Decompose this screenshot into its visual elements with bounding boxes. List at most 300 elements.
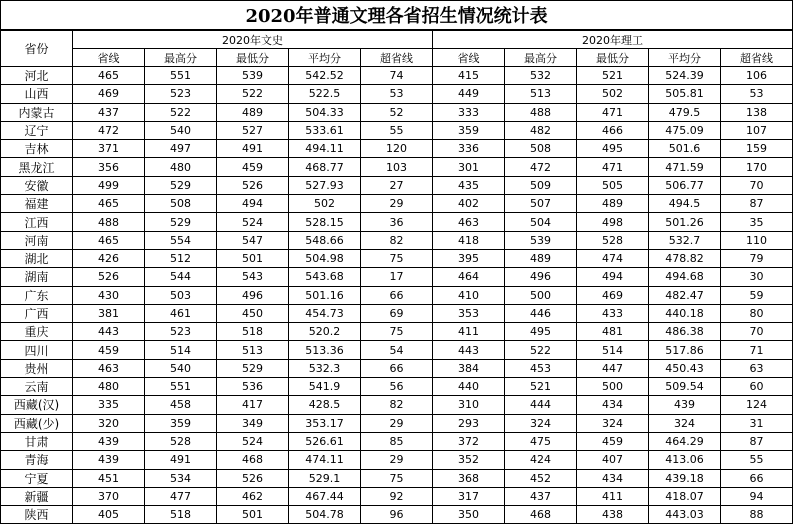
table-row: [1, 103, 793, 121]
province-cell[interactable]: 山西: [1, 85, 73, 103]
table-cell[interactable]: 462: [217, 487, 289, 505]
table-row: [1, 213, 793, 231]
table-title[interactable]: 2020年普通文理各省招生情况统计表: [1, 1, 793, 31]
table-cell[interactable]: 539: [217, 67, 289, 85]
table-cell[interactable]: 415: [433, 67, 505, 85]
table-cell[interactable]: 529.1: [289, 469, 361, 487]
table-cell[interactable]: 55: [721, 451, 793, 469]
table-cell[interactable]: 52: [361, 103, 433, 121]
table-cell[interactable]: 505: [577, 176, 649, 194]
table-row: [1, 176, 793, 194]
table-row: [1, 323, 793, 341]
table-cell[interactable]: 384: [433, 359, 505, 377]
table-cell[interactable]: 527: [217, 121, 289, 139]
table-cell[interactable]: 159: [721, 140, 793, 158]
table-cell[interactable]: 372: [433, 432, 505, 450]
table-cell[interactable]: 411: [433, 323, 505, 341]
table-row: [1, 469, 793, 487]
table-cell[interactable]: 494: [577, 268, 649, 286]
table-cell[interactable]: 434: [577, 396, 649, 414]
table-cell[interactable]: 528: [577, 231, 649, 249]
table-cell[interactable]: 494.68: [649, 268, 721, 286]
table-cell[interactable]: 324: [649, 414, 721, 432]
table-cell[interactable]: 317: [433, 487, 505, 505]
table-cell[interactable]: 482: [505, 121, 577, 139]
table-cell[interactable]: 497: [145, 140, 217, 158]
table-cell[interactable]: 82: [361, 231, 433, 249]
column-header[interactable]: 省线: [73, 49, 145, 67]
group-header-liberal-arts[interactable]: 2020年文史: [73, 30, 433, 49]
table-cell[interactable]: 498: [577, 213, 649, 231]
table-cell[interactable]: 29: [361, 195, 433, 213]
column-header[interactable]: 最低分: [577, 49, 649, 67]
table-cell[interactable]: 106: [721, 67, 793, 85]
table-cell[interactable]: 55: [361, 121, 433, 139]
province-cell[interactable]: 河南: [1, 231, 73, 249]
table-cell[interactable]: 521: [505, 378, 577, 396]
table-cell[interactable]: 463: [433, 213, 505, 231]
table-cell[interactable]: 452: [505, 469, 577, 487]
table-cell[interactable]: 69: [361, 304, 433, 322]
group-header-science[interactable]: 2020年理工: [433, 30, 793, 49]
table-cell[interactable]: 533.61: [289, 121, 361, 139]
table-cell[interactable]: 543.68: [289, 268, 361, 286]
table-cell[interactable]: 480: [73, 378, 145, 396]
table-cell[interactable]: 447: [577, 359, 649, 377]
table-cell[interactable]: 66: [721, 469, 793, 487]
table-cell[interactable]: 477: [145, 487, 217, 505]
table-cell[interactable]: 518: [145, 506, 217, 524]
table-cell[interactable]: 467.44: [289, 487, 361, 505]
table-cell[interactable]: 66: [361, 359, 433, 377]
table-cell[interactable]: 356: [73, 158, 145, 176]
table-cell[interactable]: 532: [505, 67, 577, 85]
table-cell[interactable]: 437: [73, 103, 145, 121]
table-cell[interactable]: 479.5: [649, 103, 721, 121]
table-cell[interactable]: 488: [73, 213, 145, 231]
table-cell[interactable]: 17: [361, 268, 433, 286]
table-cell[interactable]: 514: [145, 341, 217, 359]
table-row: [1, 85, 793, 103]
table-cell[interactable]: 509: [505, 176, 577, 194]
table-cell[interactable]: 438: [577, 506, 649, 524]
table-cell[interactable]: 475.09: [649, 121, 721, 139]
table-cell[interactable]: 320: [73, 414, 145, 432]
table-cell[interactable]: 500: [505, 286, 577, 304]
table-cell[interactable]: 75: [361, 249, 433, 267]
table-cell[interactable]: 440.18: [649, 304, 721, 322]
table-cell[interactable]: 350: [433, 506, 505, 524]
table-cell[interactable]: 80: [721, 304, 793, 322]
province-cell[interactable]: 宁夏: [1, 469, 73, 487]
table-cell[interactable]: 495: [577, 140, 649, 158]
table-cell[interactable]: 494: [217, 195, 289, 213]
table-row: [1, 432, 793, 450]
table-cell[interactable]: 522: [505, 341, 577, 359]
table-cell[interactable]: 53: [721, 85, 793, 103]
table-cell[interactable]: 495: [505, 323, 577, 341]
table-cell[interactable]: 524: [217, 432, 289, 450]
table-cell[interactable]: 472: [73, 121, 145, 139]
table-cell[interactable]: 547: [217, 231, 289, 249]
table-cell[interactable]: 504.98: [289, 249, 361, 267]
table-cell[interactable]: 66: [361, 286, 433, 304]
table-cell[interactable]: 468: [217, 451, 289, 469]
table-cell[interactable]: 480: [145, 158, 217, 176]
table-cell[interactable]: 523: [145, 85, 217, 103]
table-cell[interactable]: 413.06: [649, 451, 721, 469]
table-row: [1, 396, 793, 414]
table-cell[interactable]: 526: [217, 469, 289, 487]
table-cell[interactable]: 450: [217, 304, 289, 322]
table-cell[interactable]: 449: [433, 85, 505, 103]
table-cell[interactable]: 466: [577, 121, 649, 139]
table-cell[interactable]: 443: [73, 323, 145, 341]
table-cell[interactable]: 439: [73, 432, 145, 450]
table-cell[interactable]: 30: [721, 268, 793, 286]
table-cell[interactable]: 443: [433, 341, 505, 359]
province-cell[interactable]: 贵州: [1, 359, 73, 377]
province-cell[interactable]: 陕西: [1, 506, 73, 524]
table-cell[interactable]: 501.16: [289, 286, 361, 304]
table-cell[interactable]: 501.6: [649, 140, 721, 158]
table-cell[interactable]: 504: [505, 213, 577, 231]
table-cell[interactable]: 532.3: [289, 359, 361, 377]
table-cell[interactable]: 489: [577, 195, 649, 213]
table-cell[interactable]: 92: [361, 487, 433, 505]
table-cell[interactable]: 435: [433, 176, 505, 194]
table-cell[interactable]: 474.11: [289, 451, 361, 469]
table-cell[interactable]: 56: [361, 378, 433, 396]
table-cell[interactable]: 539: [505, 231, 577, 249]
table-cell[interactable]: 491: [217, 140, 289, 158]
table-cell[interactable]: 440: [433, 378, 505, 396]
province-cell[interactable]: 云南: [1, 378, 73, 396]
table-cell[interactable]: 461: [145, 304, 217, 322]
table-cell[interactable]: 512: [145, 249, 217, 267]
table-cell[interactable]: 310: [433, 396, 505, 414]
table-cell[interactable]: 87: [721, 195, 793, 213]
table-cell[interactable]: 82: [361, 396, 433, 414]
province-cell[interactable]: 江西: [1, 213, 73, 231]
table-cell[interactable]: 514: [577, 341, 649, 359]
table-cell[interactable]: 501: [217, 506, 289, 524]
table-cell[interactable]: 499: [73, 176, 145, 194]
table-cell[interactable]: 458: [145, 396, 217, 414]
table-cell[interactable]: 410: [433, 286, 505, 304]
table-cell[interactable]: 472: [505, 158, 577, 176]
table-cell[interactable]: 124: [721, 396, 793, 414]
table-cell[interactable]: 496: [505, 268, 577, 286]
table-cell[interactable]: 335: [73, 396, 145, 414]
table-cell[interactable]: 352: [433, 451, 505, 469]
sub-header-row: [1, 49, 793, 67]
province-cell[interactable]: 河北: [1, 67, 73, 85]
table-cell[interactable]: 465: [73, 195, 145, 213]
province-cell[interactable]: 福建: [1, 195, 73, 213]
table-cell[interactable]: 103: [361, 158, 433, 176]
table-cell[interactable]: 551: [145, 378, 217, 396]
table-cell[interactable]: 548.66: [289, 231, 361, 249]
table-cell[interactable]: 522: [145, 103, 217, 121]
table-cell[interactable]: 468: [505, 506, 577, 524]
table-cell[interactable]: 451: [73, 469, 145, 487]
province-cell[interactable]: 黑龙江: [1, 158, 73, 176]
table-cell[interactable]: 324: [505, 414, 577, 432]
table-cell[interactable]: 465: [73, 67, 145, 85]
table-cell[interactable]: 551: [145, 67, 217, 85]
table-cell[interactable]: 496: [217, 286, 289, 304]
table-cell[interactable]: 459: [73, 341, 145, 359]
table-cell[interactable]: 504.33: [289, 103, 361, 121]
table-cell[interactable]: 370: [73, 487, 145, 505]
table-cell[interactable]: 464: [433, 268, 505, 286]
table-cell[interactable]: 502: [577, 85, 649, 103]
table-cell[interactable]: 35: [721, 213, 793, 231]
table-cell[interactable]: 444: [505, 396, 577, 414]
table-cell[interactable]: 464.29: [649, 432, 721, 450]
table-cell[interactable]: 430: [73, 286, 145, 304]
column-header[interactable]: 平均分: [289, 49, 361, 67]
column-header[interactable]: 最高分: [145, 49, 217, 67]
table-cell[interactable]: 85: [361, 432, 433, 450]
table-cell[interactable]: 529: [217, 359, 289, 377]
table-cell[interactable]: 513: [217, 341, 289, 359]
table-cell[interactable]: 407: [577, 451, 649, 469]
table-cell[interactable]: 29: [361, 451, 433, 469]
table-cell[interactable]: 463: [73, 359, 145, 377]
column-header[interactable]: 最高分: [505, 49, 577, 67]
column-header[interactable]: 平均分: [649, 49, 721, 67]
table-cell[interactable]: 446: [505, 304, 577, 322]
province-cell[interactable]: 四川: [1, 341, 73, 359]
table-cell[interactable]: 450.43: [649, 359, 721, 377]
table-cell[interactable]: 371: [73, 140, 145, 158]
table-cell[interactable]: 468.77: [289, 158, 361, 176]
table-cell[interactable]: 474: [577, 249, 649, 267]
table-cell[interactable]: 87: [721, 432, 793, 450]
table-cell[interactable]: 469: [73, 85, 145, 103]
table-cell[interactable]: 27: [361, 176, 433, 194]
table-cell[interactable]: 542.52: [289, 67, 361, 85]
table-cell[interactable]: 524: [217, 213, 289, 231]
table-cell[interactable]: 526.61: [289, 432, 361, 450]
province-cell[interactable]: 湖南: [1, 268, 73, 286]
table-cell[interactable]: 500: [577, 378, 649, 396]
table-cell[interactable]: 481: [577, 323, 649, 341]
table-cell[interactable]: 528.15: [289, 213, 361, 231]
table-cell[interactable]: 454.73: [289, 304, 361, 322]
table-cell[interactable]: 529: [145, 176, 217, 194]
table-cell[interactable]: 60: [721, 378, 793, 396]
table-cell[interactable]: 434: [577, 469, 649, 487]
table-cell[interactable]: 96: [361, 506, 433, 524]
table-cell[interactable]: 522.5: [289, 85, 361, 103]
table-cell[interactable]: 29: [361, 414, 433, 432]
table-cell[interactable]: 336: [433, 140, 505, 158]
table-cell[interactable]: 489: [505, 249, 577, 267]
table-cell[interactable]: 418: [433, 231, 505, 249]
table-cell[interactable]: 521: [577, 67, 649, 85]
table-cell[interactable]: 59: [721, 286, 793, 304]
table-cell[interactable]: 333: [433, 103, 505, 121]
table-cell[interactable]: 433: [577, 304, 649, 322]
table-cell[interactable]: 439.18: [649, 469, 721, 487]
table-cell[interactable]: 439: [73, 451, 145, 469]
column-header[interactable]: 最低分: [217, 49, 289, 67]
table-cell[interactable]: 75: [361, 323, 433, 341]
table-cell[interactable]: 88: [721, 506, 793, 524]
table-cell[interactable]: 517.86: [649, 341, 721, 359]
table-cell[interactable]: 471: [577, 103, 649, 121]
table-cell[interactable]: 503: [145, 286, 217, 304]
table-cell[interactable]: 502: [289, 195, 361, 213]
table-cell[interactable]: 424: [505, 451, 577, 469]
table-row: [1, 268, 793, 286]
province-cell[interactable]: 重庆: [1, 323, 73, 341]
table-cell[interactable]: 513.36: [289, 341, 361, 359]
table-cell[interactable]: 293: [433, 414, 505, 432]
table-cell[interactable]: 527.93: [289, 176, 361, 194]
table-cell[interactable]: 544: [145, 268, 217, 286]
province-cell[interactable]: 广东: [1, 286, 73, 304]
province-cell[interactable]: 西藏(少): [1, 414, 73, 432]
table-cell[interactable]: 508: [145, 195, 217, 213]
column-header[interactable]: 省线: [433, 49, 505, 67]
province-cell[interactable]: 内蒙古: [1, 103, 73, 121]
province-cell[interactable]: 青海: [1, 451, 73, 469]
column-header[interactable]: 超省线: [721, 49, 793, 67]
table-cell[interactable]: 471: [577, 158, 649, 176]
table-cell[interactable]: 536: [217, 378, 289, 396]
table-cell[interactable]: 459: [217, 158, 289, 176]
table-cell[interactable]: 70: [721, 323, 793, 341]
table-cell[interactable]: 489: [217, 103, 289, 121]
table-cell[interactable]: 482.47: [649, 286, 721, 304]
province-cell[interactable]: 甘肃: [1, 432, 73, 450]
table-cell[interactable]: 402: [433, 195, 505, 213]
table-cell[interactable]: 540: [145, 359, 217, 377]
table-cell[interactable]: 324: [577, 414, 649, 432]
table-cell[interactable]: 353: [433, 304, 505, 322]
table-cell[interactable]: 478.82: [649, 249, 721, 267]
table-cell[interactable]: 349: [217, 414, 289, 432]
table-cell[interactable]: 459: [577, 432, 649, 450]
table-cell[interactable]: 405: [73, 506, 145, 524]
table-cell[interactable]: 428.5: [289, 396, 361, 414]
table-cell[interactable]: 475: [505, 432, 577, 450]
table-cell[interactable]: 359: [433, 121, 505, 139]
table-cell[interactable]: 518: [217, 323, 289, 341]
table-cell[interactable]: 54: [361, 341, 433, 359]
table-cell[interactable]: 508: [505, 140, 577, 158]
table-cell[interactable]: 439: [649, 396, 721, 414]
table-cell[interactable]: 359: [145, 414, 217, 432]
table-cell[interactable]: 540: [145, 121, 217, 139]
province-header[interactable]: 省份: [1, 30, 73, 67]
table-cell[interactable]: 138: [721, 103, 793, 121]
table-cell[interactable]: 368: [433, 469, 505, 487]
province-cell[interactable]: 广西: [1, 304, 73, 322]
table-cell[interactable]: 506.77: [649, 176, 721, 194]
table-cell[interactable]: 526: [217, 176, 289, 194]
table-cell[interactable]: 523: [145, 323, 217, 341]
table-cell[interactable]: 74: [361, 67, 433, 85]
table-cell[interactable]: 513: [505, 85, 577, 103]
table-cell[interactable]: 36: [361, 213, 433, 231]
table-cell[interactable]: 453: [505, 359, 577, 377]
table-cell[interactable]: 75: [361, 469, 433, 487]
table-cell[interactable]: 71: [721, 341, 793, 359]
table-cell[interactable]: 524.39: [649, 67, 721, 85]
table-cell[interactable]: 491: [145, 451, 217, 469]
table-cell[interactable]: 417: [217, 396, 289, 414]
table-cell[interactable]: 520.2: [289, 323, 361, 341]
table-cell[interactable]: 426: [73, 249, 145, 267]
table-cell[interactable]: 505.81: [649, 85, 721, 103]
table-cell[interactable]: 494.5: [649, 195, 721, 213]
table-cell[interactable]: 471.59: [649, 158, 721, 176]
province-cell[interactable]: 西藏(汉): [1, 396, 73, 414]
table-cell[interactable]: 543: [217, 268, 289, 286]
table-cell[interactable]: 110: [721, 231, 793, 249]
table-cell[interactable]: 353.17: [289, 414, 361, 432]
table-cell[interactable]: 53: [361, 85, 433, 103]
province-cell[interactable]: 吉林: [1, 140, 73, 158]
table-cell[interactable]: 79: [721, 249, 793, 267]
table-cell[interactable]: 507: [505, 195, 577, 213]
table-cell[interactable]: 418.07: [649, 487, 721, 505]
table-cell[interactable]: 532.7: [649, 231, 721, 249]
table-cell[interactable]: 526: [73, 268, 145, 286]
province-cell[interactable]: 辽宁: [1, 121, 73, 139]
table-cell[interactable]: 107: [721, 121, 793, 139]
table-cell[interactable]: 504.78: [289, 506, 361, 524]
table-cell[interactable]: 301: [433, 158, 505, 176]
table-cell[interactable]: 469: [577, 286, 649, 304]
table-cell[interactable]: 465: [73, 231, 145, 249]
table-row: [1, 195, 793, 213]
table-cell[interactable]: 501.26: [649, 213, 721, 231]
province-cell[interactable]: 安徽: [1, 176, 73, 194]
table-cell[interactable]: 443.03: [649, 506, 721, 524]
table-cell[interactable]: 170: [721, 158, 793, 176]
table-cell[interactable]: 31: [721, 414, 793, 432]
table-cell[interactable]: 501: [217, 249, 289, 267]
table-cell[interactable]: 70: [721, 176, 793, 194]
table-cell[interactable]: 486.38: [649, 323, 721, 341]
table-cell[interactable]: 395: [433, 249, 505, 267]
table-cell[interactable]: 437: [505, 487, 577, 505]
province-cell[interactable]: 湖北: [1, 249, 73, 267]
table-cell[interactable]: 494.11: [289, 140, 361, 158]
table-cell[interactable]: 534: [145, 469, 217, 487]
table-cell[interactable]: 488: [505, 103, 577, 121]
table-cell[interactable]: 528: [145, 432, 217, 450]
table-cell[interactable]: 63: [721, 359, 793, 377]
column-header[interactable]: 超省线: [361, 49, 433, 67]
province-cell[interactable]: 新疆: [1, 487, 73, 505]
table-cell[interactable]: 541.9: [289, 378, 361, 396]
table-cell[interactable]: 381: [73, 304, 145, 322]
table-cell[interactable]: 522: [217, 85, 289, 103]
table-cell[interactable]: 529: [145, 213, 217, 231]
table-cell[interactable]: 554: [145, 231, 217, 249]
table-cell[interactable]: 94: [721, 487, 793, 505]
table-cell[interactable]: 509.54: [649, 378, 721, 396]
table-cell[interactable]: 411: [577, 487, 649, 505]
table-cell[interactable]: 120: [361, 140, 433, 158]
